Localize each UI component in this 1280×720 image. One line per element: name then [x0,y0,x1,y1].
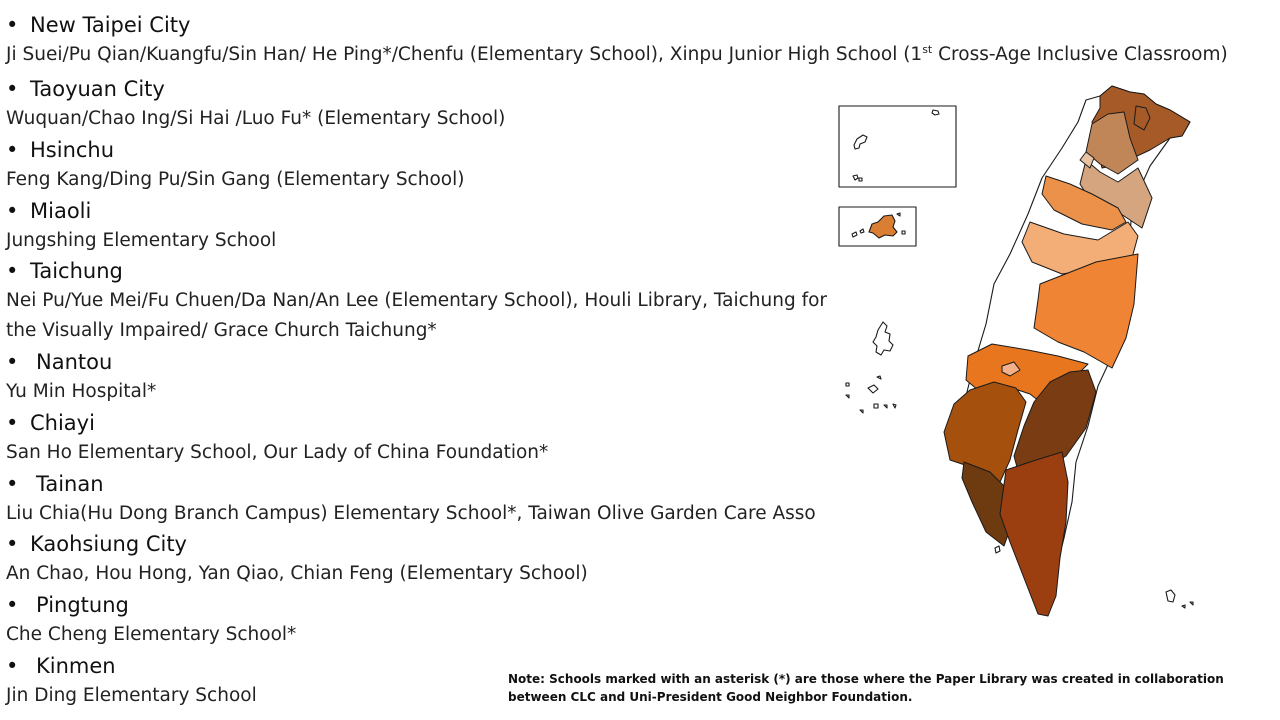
kinmen-island [869,215,897,238]
school-list: Nei Pu/Yue Mei/Fu Chuen/Da Nan/An Lee (Elementary School), Houli Library, Taichung for the Visually Impaired/ Grace Church Taichung* [6,290,828,341]
city-name: • Taichung [6,259,123,283]
matsu-island [853,175,862,181]
school-list: Wuquan/Chao Ing/Si Hai /Luo Fu* (Elementary School) [6,108,506,129]
city-name: • Hsinchu [6,138,115,162]
lanyu-island [1166,590,1193,608]
region-new-taipei [6,10,1280,70]
school-list: Yu Min Hospital* [6,381,157,402]
footnote: Note: Schools marked with an asterisk (*) are those where the Paper Library was created in collaboration between CLC and Uni-President Good Neighbor Foundation. [508,672,1224,704]
school-list: Ji Suei/Pu Qian/Kuangfu/Sin Han/ He Ping*/Chenfu (Elementary School), Xinpu Junior High School (1st Cross-Age Inclusive Classroom) [6,42,1228,65]
penghu-islands [873,322,893,355]
city-name: • Nantou [6,350,113,374]
school-list: Jungshing Elementary School [6,230,277,251]
school-list: Feng Kang/Ding Pu/Sin Gang (Elementary School) [6,169,465,190]
city-name: • Chiayi [6,411,95,435]
city-name: • Miaoli [6,199,92,223]
city-name: • Pingtung [6,593,129,617]
penghu-islet [846,376,896,413]
city-name: • Kinmen [6,654,116,678]
city-name: • Tainan [6,472,104,496]
liuqiu-island [995,546,1000,553]
city-name: • Taoyuan City [6,77,165,101]
school-list: Jin Ding Elementary School [6,685,257,706]
city-name: • Kaohsiung City [6,532,187,556]
school-list: Che Cheng Elementary School* [6,624,297,645]
school-list: Liu Chia(Hu Dong Branch Campus) Elementary School*, Taiwan Olive Garden Care Asso [6,503,816,524]
pingtung-region [1000,452,1068,616]
matsu-island [854,135,867,149]
city-name: • New Taipei City [6,13,191,37]
matsu-island [932,110,939,115]
school-list: San Ho Elementary School, Our Lady of China Foundation* [6,442,549,463]
school-list: An Chao, Hou Hong, Yan Qiao, Chian Feng (Elementary School) [6,563,588,584]
taiwan-map [836,80,1256,625]
